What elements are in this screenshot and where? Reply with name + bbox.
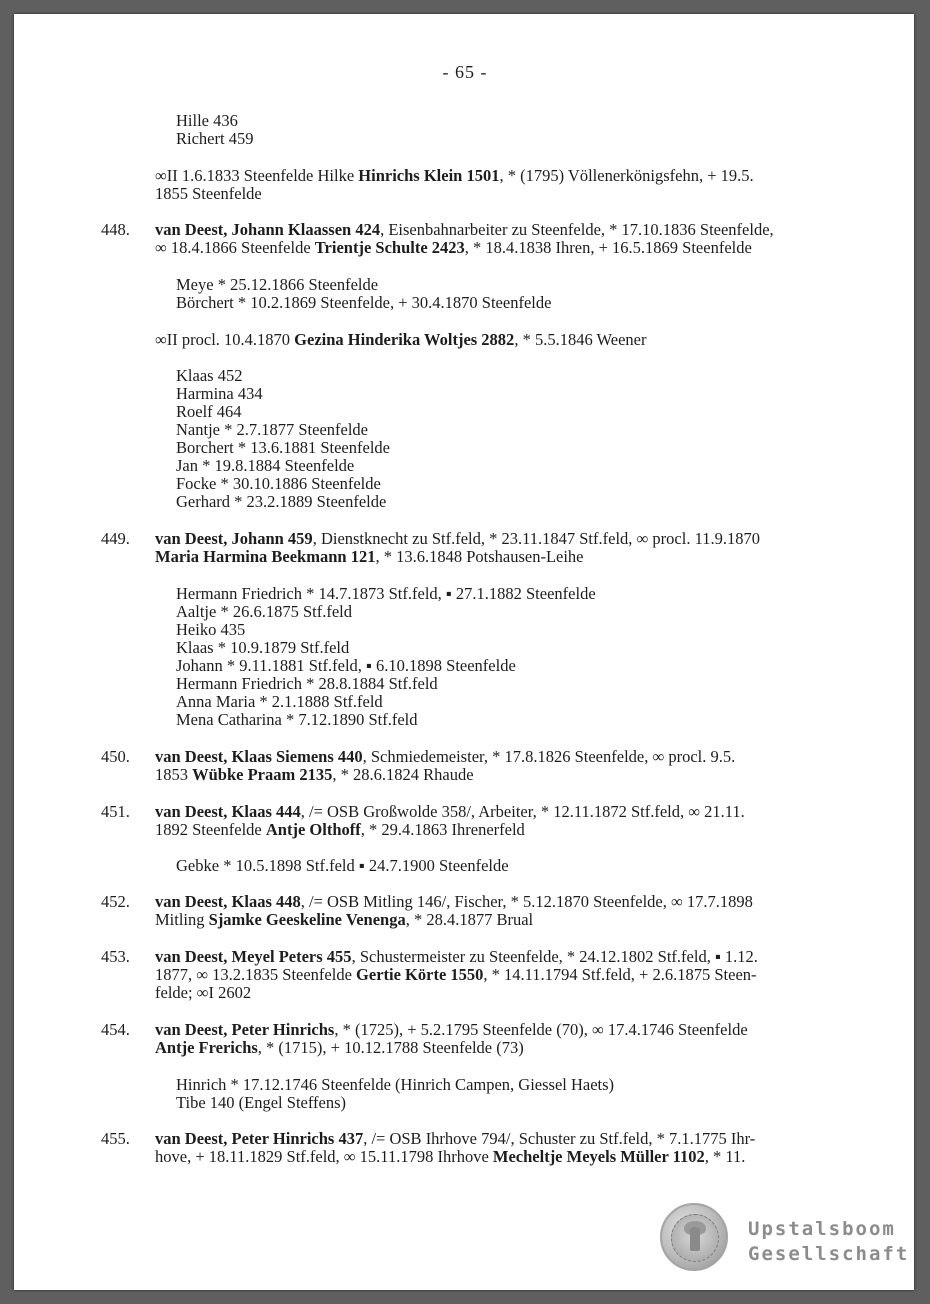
entry-line: hove, + 18.11.1829 Stf.feld, ∞ 15.11.1798 Ihrhove Mecheltje Meyels Müller 1102, * 11. [155, 1147, 746, 1166]
child-line: Roelf 464 [176, 402, 242, 421]
entry-line: van Deest, Klaas Siemens 440, Schmiedemeister, * 17.8.1826 Steenfelde, ∞ procl. 9.5. [155, 747, 736, 766]
page-number: - 65 - [442, 62, 488, 82]
child-line: Richert 459 [176, 129, 254, 148]
entry-number: 448. [101, 220, 130, 239]
entry-line: van Deest, Peter Hinrichs 437, /= OSB Ihrhove 794/, Schuster zu Stf.feld, * 7.1.1775 Ihr- [155, 1129, 756, 1148]
child-line: Klaas * 10.9.1879 Stf.feld [176, 638, 350, 657]
entry-line: 1853 Wübke Praam 2135, * 28.6.1824 Rhaude [155, 765, 474, 784]
marriage-line: ∞II 1.6.1833 Steenfelde Hilke Hinrichs Klein 1501, * (1795) Völlenerkönigsfehn, + 19.5. [155, 166, 754, 185]
child-line: Focke * 30.10.1886 Steenfelde [176, 474, 381, 493]
entry-line: van Deest, Johann 459, Dienstknecht zu Stf.feld, * 23.11.1847 Stf.feld, ∞ procl. 11.9.1870 [155, 529, 760, 548]
figure-icon [690, 1227, 700, 1251]
entry-line: 1892 Steenfelde Antje Olthoff, * 29.4.1863 Ihrenerfeld [155, 820, 525, 839]
entry-line: felde; ∞I 2602 [155, 983, 252, 1002]
entry-line: van Deest, Klaas 444, /= OSB Großwolde 358/, Arbeiter, * 12.11.1872 Stf.feld, ∞ 21.11. [155, 802, 745, 821]
entry-line: van Deest, Peter Hinrichs, * (1725), + 5.2.1795 Steenfelde (70), ∞ 17.4.1746 Steenfelde [155, 1020, 748, 1039]
child-line: Aaltje * 26.6.1875 Stf.feld [176, 602, 352, 621]
child-line: Borchert * 13.6.1881 Steenfelde [176, 438, 390, 457]
child-line: Harmina 434 [176, 384, 263, 403]
child-line: Gebke * 10.5.1898 Stf.feld ▪ 24.7.1900 Steenfelde [176, 856, 509, 875]
brand-name-line1: Upstalsboom [748, 1218, 896, 1240]
child-line: Gerhard * 23.2.1889 Steenfelde [176, 492, 387, 511]
entry-line: ∞ 18.4.1866 Steenfelde Trientje Schulte 2423, * 18.4.1838 Ihren, + 16.5.1869 Steenfelde [155, 238, 752, 257]
child-line: Anna Maria * 2.1.1888 Stf.feld [176, 692, 383, 711]
entry-number: 453. [101, 947, 130, 966]
entry-number: 449. [101, 529, 130, 548]
entry-line: Maria Harmina Beekmann 121, * 13.6.1848 Potshausen-Leihe [155, 547, 584, 566]
entry-line: van Deest, Johann Klaassen 424, Eisenbahnarbeiter zu Steenfelde, * 17.10.1836 Steenfelde, [155, 220, 774, 239]
child-line: Tibe 140 (Engel Steffens) [176, 1093, 347, 1112]
entry-number: 455. [101, 1129, 130, 1148]
marriage-line: ∞II procl. 10.4.1870 Gezina Hinderika Woltjes 2882, * 5.5.1846 Weener [155, 330, 647, 349]
entry-line: 1877, ∞ 13.2.1835 Steenfelde Gertie Körte 1550, * 14.11.1794 Stf.feld, + 2.6.1875 Steen- [155, 965, 757, 984]
seal-inner [671, 1214, 719, 1262]
entry-line: van Deest, Meyel Peters 455, Schustermeister zu Steenfelde, * 24.12.1802 Stf.feld, ▪ 1.12. [155, 947, 758, 966]
child-line: Heiko 435 [176, 620, 246, 639]
entry-number: 452. [101, 892, 130, 911]
child-line: Klaas 452 [176, 366, 243, 385]
child-line: Hermann Friedrich * 28.8.1884 Stf.feld [176, 674, 438, 693]
child-line: Jan * 19.8.1884 Steenfelde [176, 456, 355, 475]
child-line: Hermann Friedrich * 14.7.1873 Stf.feld, ▪ 27.1.1882 Steenfelde [176, 584, 596, 603]
brand-name-line2: Gesellschaft [748, 1243, 910, 1265]
child-line: Mena Catharina * 7.12.1890 Stf.feld [176, 710, 418, 729]
entry-number: 451. [101, 802, 130, 821]
child-line: Nantje * 2.7.1877 Steenfelde [176, 420, 368, 439]
entry-number: 450. [101, 747, 130, 766]
marriage-line: 1855 Steenfelde [155, 184, 262, 203]
child-line: Börchert * 10.2.1869 Steenfelde, + 30.4.1870 Steenfelde [176, 293, 552, 312]
child-line: Hinrich * 17.12.1746 Steenfelde (Hinrich Campen, Giessel Haets) [176, 1075, 615, 1094]
child-line: Johann * 9.11.1881 Stf.feld, ▪ 6.10.1898 Steenfelde [176, 656, 516, 675]
document-page [14, 14, 914, 1290]
child-line: Hille 436 [176, 111, 238, 130]
entry-line: van Deest, Klaas 448, /= OSB Mitling 146/, Fischer, * 5.12.1870 Steenfelde, ∞ 17.7.1898 [155, 892, 753, 911]
child-line: Meye * 25.12.1866 Steenfelde [176, 275, 379, 294]
seal-logo-icon [660, 1203, 728, 1271]
entry-number: 454. [101, 1020, 130, 1039]
entry-line: Antje Frerichs, * (1715), + 10.12.1788 Steenfelde (73) [155, 1038, 524, 1057]
entry-line: Mitling Sjamke Geeskeline Venenga, * 28.4.1877 Brual [155, 910, 534, 929]
